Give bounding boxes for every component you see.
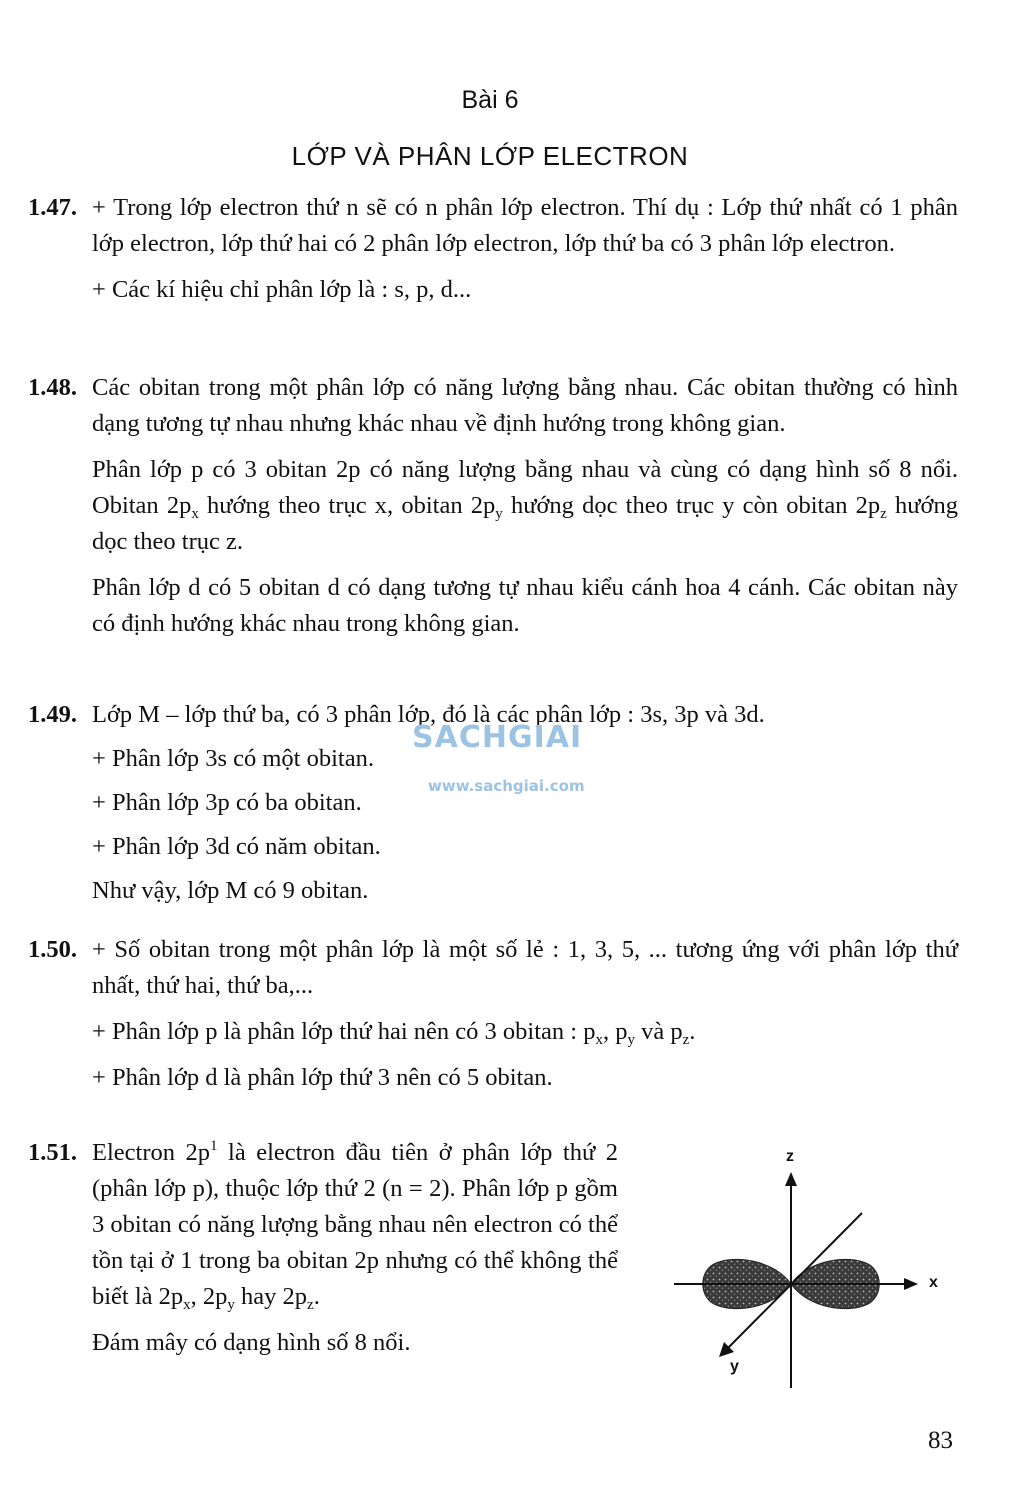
- lesson-number: Bài 6: [461, 86, 519, 114]
- exercise-1-51: [28, 1135, 618, 1361]
- lesson-title: LỚP VÀ PHÂN LỚP ELECTRON: [291, 141, 689, 171]
- page-number: 83: [928, 1427, 953, 1454]
- paragraph: + Phân lớp p là phân lớp thứ hai nên có 3 obitan : $p_x$, $p_y$ và $p_z$.: [92, 1018, 696, 1048]
- exercise-number: 1.47.: [28, 194, 77, 221]
- exercise-1-49: [28, 697, 958, 917]
- exercise-number: 1.50.: [28, 936, 77, 963]
- y-axis-label: y: [730, 1358, 739, 1375]
- exercise-1-48: [28, 370, 958, 642]
- paragraph: + Các kí hiệu chỉ phân lớp là : s, p, d...: [92, 276, 472, 303]
- orbital-figure: [664, 1140, 954, 1390]
- z-axis-arrowhead: [785, 1172, 797, 1186]
- exercise-number: 1.49.: [28, 701, 77, 728]
- paragraph: Đám mây có dạng hình số 8 nổi.: [92, 1329, 411, 1356]
- watermark-logo: SACHGIAI: [412, 720, 583, 755]
- exercise-number: 1.48.: [28, 374, 77, 401]
- paragraph: Lớp M – lớp thứ ba, có 3 phân lớp, đó là các phân lớp : 3s, 3p và 3d.: [92, 701, 765, 728]
- x-axis-arrowhead: [904, 1278, 918, 1290]
- exercise-1-50: [28, 932, 958, 1096]
- exercise-number: 1.51.: [28, 1139, 77, 1166]
- paragraph: + Phân lớp 3d có năm obitan.: [92, 833, 381, 860]
- exercise-1-47: [28, 190, 958, 308]
- paragraph: + Phân lớp 3p có ba obitan.: [92, 789, 362, 816]
- paragraph: + Trong lớp electron thứ n sẽ có n phân lớp electron. Thí dụ : Lớp thứ nhất có 1 phân lớp electron, lớp thứ hai có 2 phân lớp electron, lớp thứ ba có 3 phân lớp electron.: [92, 194, 958, 257]
- paragraph: + Phân lớp d là phân lớp thứ 3 nên có 5 obitan.: [92, 1064, 553, 1091]
- paragraph: + Số obitan trong một phân lớp là một số lẻ : 1, 3, 5, ... tương ứng với phân lớp thứ nhất, thứ hai, thứ ba,...: [92, 936, 958, 999]
- paragraph: + Phân lớp 3s có một obitan.: [92, 745, 374, 772]
- p-orbital-diagram: [664, 1140, 954, 1390]
- paragraph: Phân lớp d có 5 obitan d có dạng tương tự nhau kiểu cánh hoa 4 cánh. Các obitan này có định hướng khác nhau trong không gian.: [92, 574, 958, 637]
- paragraph: Như vậy, lớp M có 9 obitan.: [92, 877, 369, 904]
- paragraph: Electron $2p^1$ là electron đầu tiên ở phân lớp thứ 2 (phân lớp p), thuộc lớp thứ 2 (n = 2). Phân lớp p gồm 3 obitan có năng lượng bằng nhau nên electron có thể tồn tại ở 1 trong ba obitan 2p nhưng có thể không thể biết là $2p_x$, $2p_y$ hay $2p_z$.: [92, 1138, 618, 1313]
- paragraph: Các obitan trong một phân lớp có năng lượng bằng nhau. Các obitan thường có hình dạng tương tự nhau nhưng khác nhau về định hướng trong không gian.: [92, 374, 958, 437]
- watermark-url: www.sachgiai.com: [428, 777, 585, 795]
- x-axis-label: x: [929, 1274, 938, 1291]
- paragraph: Phân lớp p có 3 obitan 2p có năng lượng bằng nhau và cùng có dạng hình số 8 nổi. Obitan $2p_x$ hướng theo trục x, obitan $2p_y$ hướng dọc theo trục y còn obitan $2p_z$ hướng dọc theo trục z.: [92, 456, 958, 555]
- z-axis-label: z: [786, 1148, 794, 1165]
